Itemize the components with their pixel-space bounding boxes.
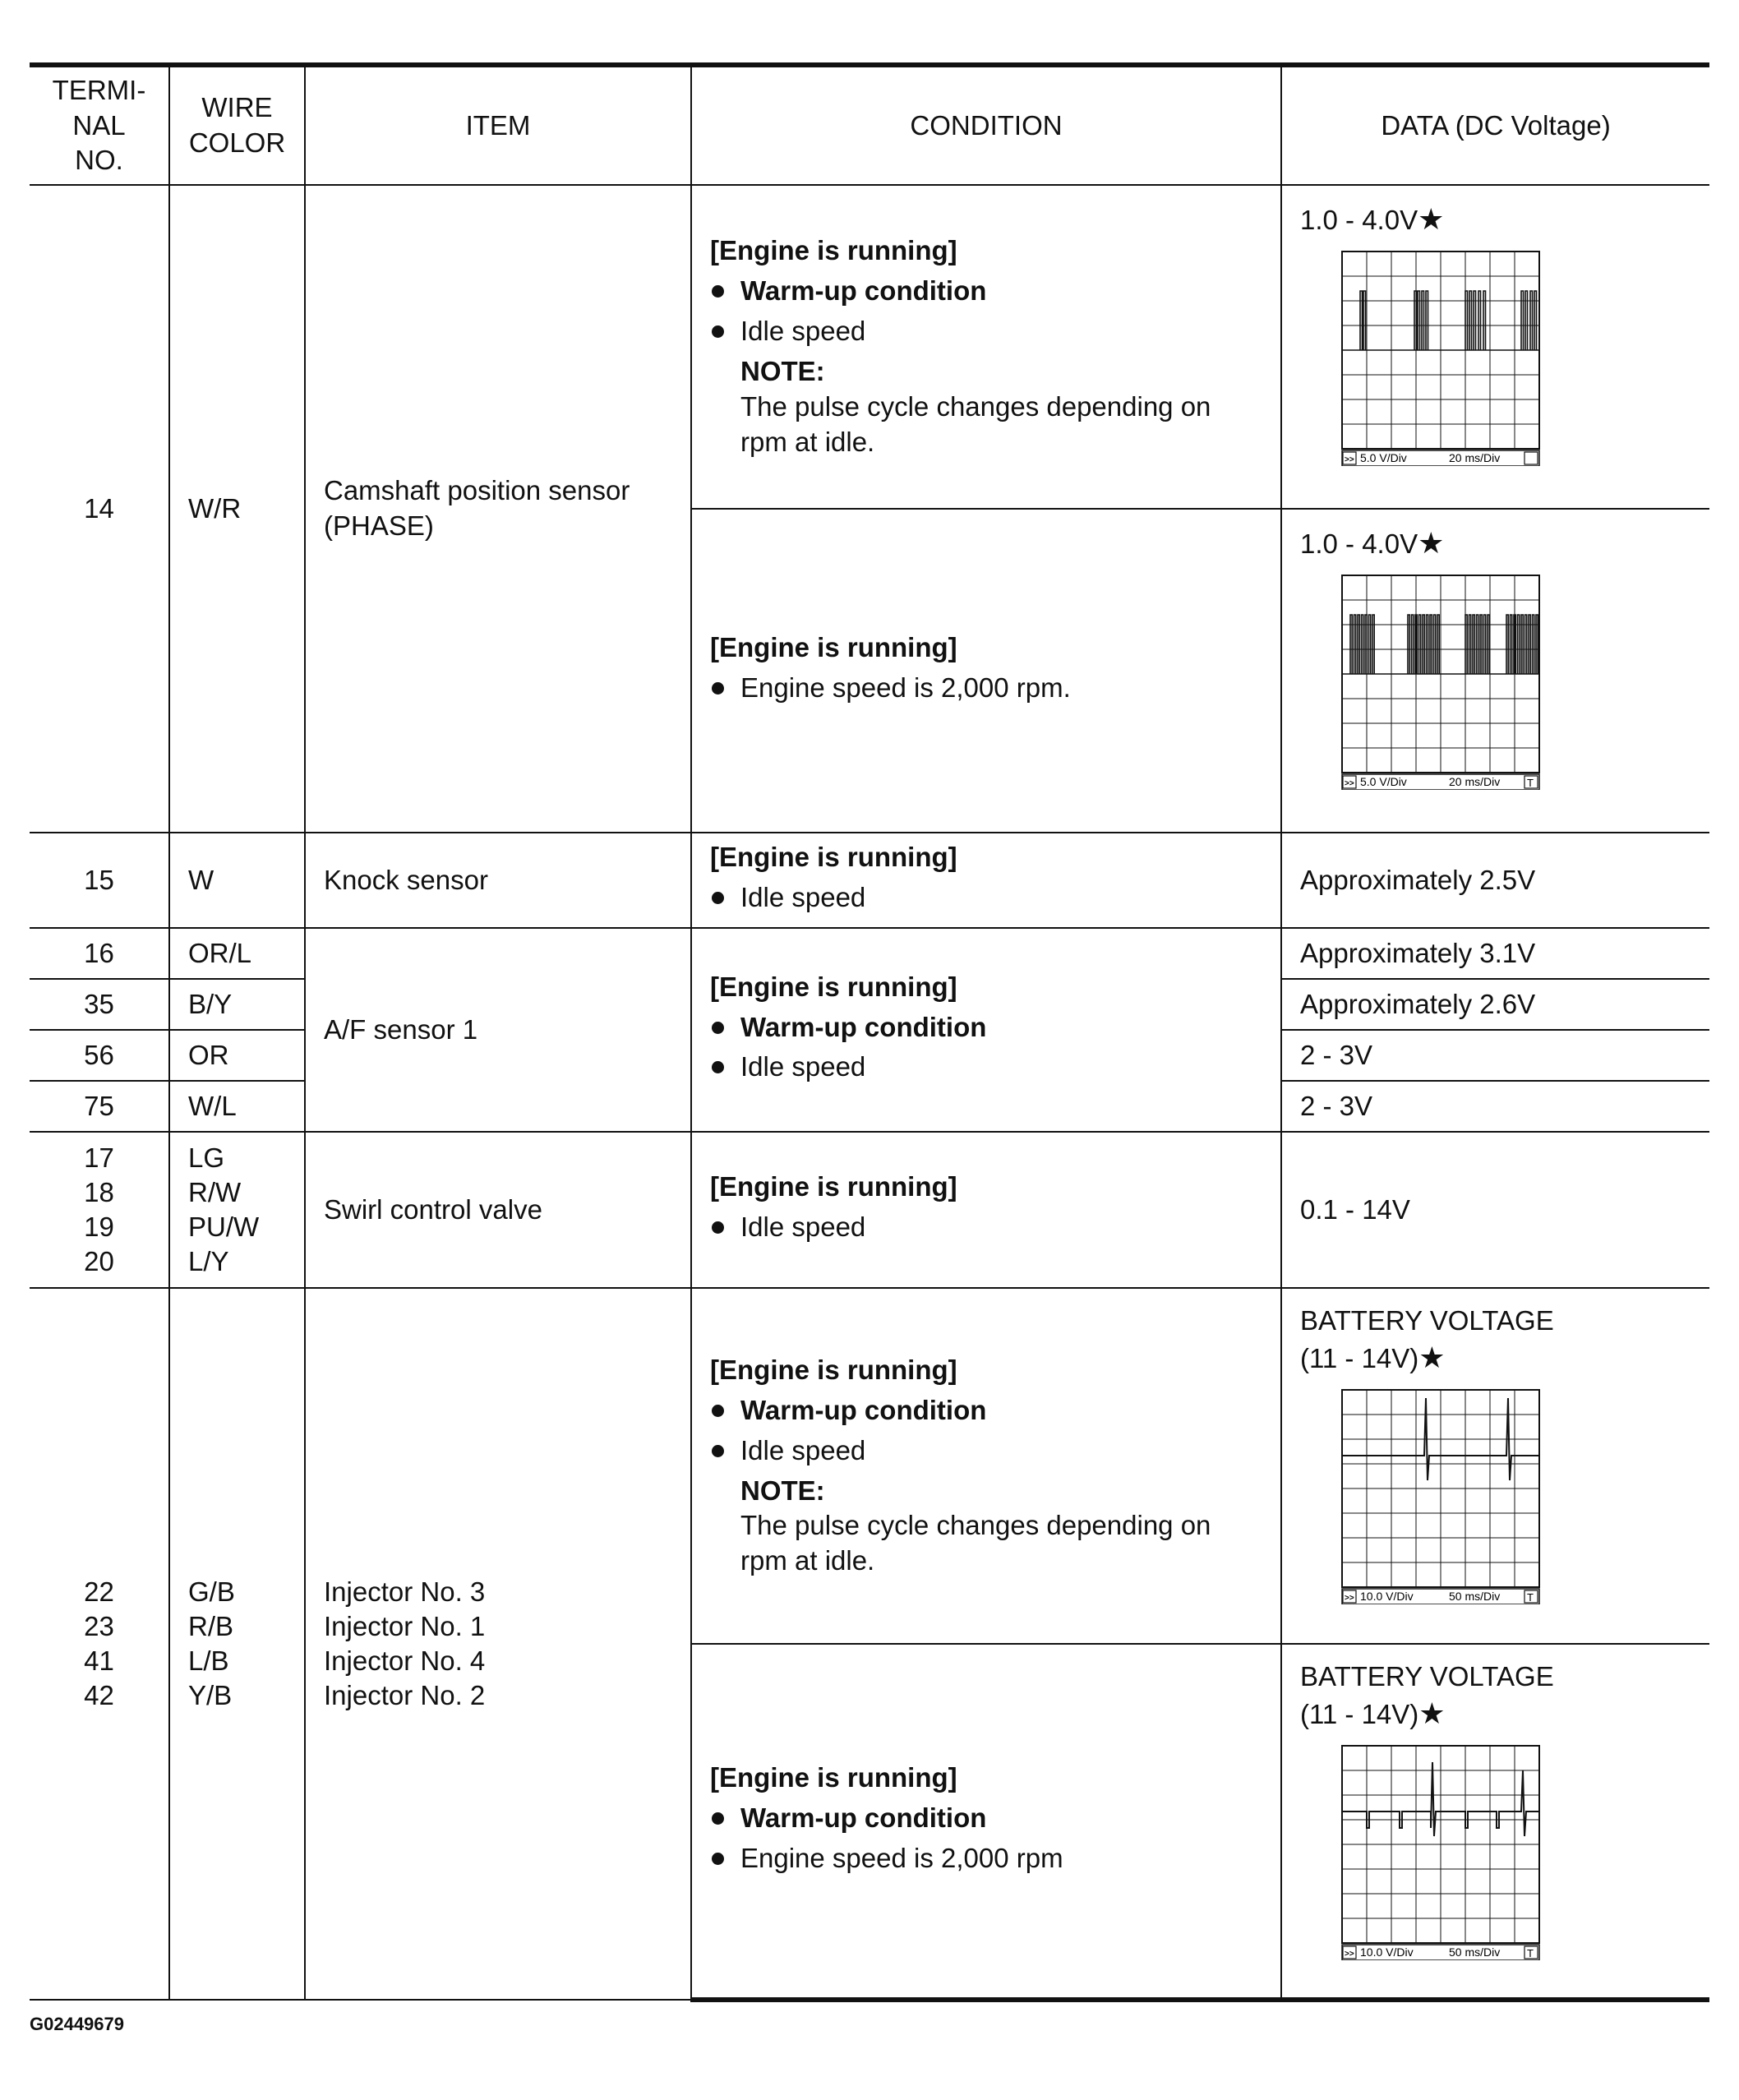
- table-row: [30, 1132, 1709, 1288]
- condition-heading: [Engine is running]: [710, 632, 957, 663]
- scope-mode-glyph: >>: [1345, 1593, 1354, 1603]
- terminal-cell: 75: [30, 1081, 169, 1132]
- terminal-cell: 15: [30, 833, 169, 928]
- scope-time-div: 20 ms/Div: [1449, 450, 1501, 464]
- bullet-icon: [712, 1853, 724, 1865]
- note-text: The pulse cycle changes depending on rpm at idle.: [740, 390, 1211, 457]
- scope-volt-div: 10.0 V/Div: [1360, 1945, 1414, 1959]
- data-value: BATTERY VOLTAGE: [1300, 1661, 1554, 1692]
- item-cell: A/F sensor 1: [305, 928, 691, 1132]
- wire-cell: OR/L: [169, 928, 305, 979]
- condition-heading: [Engine is running]: [710, 235, 957, 266]
- table-row: [30, 833, 1709, 928]
- item-cell: Knock sensor: [305, 833, 691, 928]
- oscilloscope-waveform: [1341, 1745, 1691, 1960]
- oscilloscope-waveform: [1341, 1389, 1691, 1604]
- condition-bullet: Idle speed: [740, 1434, 866, 1465]
- wire-cell: OR: [169, 1030, 305, 1081]
- star-icon: ★: [1418, 526, 1445, 560]
- bullet-icon: [712, 1061, 724, 1073]
- condition-bullet: Warm-up condition: [740, 275, 987, 307]
- data-value: 1.0 - 4.0V: [1300, 205, 1418, 235]
- scope-time-div: 20 ms/Div: [1449, 774, 1501, 788]
- condition-bullet: Warm-up condition: [740, 1802, 987, 1834]
- data-cell: [1281, 1288, 1709, 1644]
- bullet-icon: [712, 1445, 724, 1457]
- wire-cell: B/Y: [169, 979, 305, 1030]
- scope-volt-div: 10.0 V/Div: [1360, 1589, 1414, 1603]
- terminal-data-table: [30, 62, 1709, 2002]
- data-cell: [1281, 1644, 1709, 2000]
- bullet-icon: [712, 682, 724, 695]
- condition-cell: [691, 1288, 1281, 1644]
- condition-bullet: Idle speed: [740, 1051, 866, 1082]
- condition-heading: [Engine is running]: [710, 1171, 957, 1202]
- header-condition: CONDITION: [691, 65, 1281, 185]
- scope-mode-glyph: >>: [1345, 778, 1354, 788]
- wire-cell: G/B R/B L/B Y/B: [169, 1288, 305, 2000]
- data-value: (11 - 14V): [1300, 1342, 1419, 1373]
- star-icon: ★: [1418, 1696, 1446, 1730]
- item-cell: Camshaft position sensor (PHASE): [305, 185, 691, 833]
- header-row: [30, 65, 1709, 185]
- header-wire-color: WIRE COLOR: [169, 65, 305, 185]
- bullet-icon: [712, 892, 724, 904]
- condition-bullet: Idle speed: [740, 882, 866, 912]
- star-icon: ★: [1418, 202, 1445, 236]
- terminal-cell: 17 18 19 20: [30, 1132, 169, 1288]
- wire-cell: W/L: [169, 1081, 305, 1132]
- wire-cell: W: [169, 833, 305, 928]
- bullet-icon: [712, 1221, 724, 1234]
- scope-trigger-mark: T: [1527, 1590, 1534, 1604]
- table-row: [30, 928, 1709, 979]
- oscilloscope-waveform: [1341, 251, 1691, 466]
- wire-cell: LG R/W PU/W L/Y: [169, 1132, 305, 1288]
- data-cell: [1281, 185, 1709, 509]
- condition-heading: [Engine is running]: [710, 842, 957, 873]
- condition-bullet: Idle speed: [740, 316, 866, 347]
- bullet-icon: [712, 1812, 724, 1825]
- header-item: ITEM: [305, 65, 691, 185]
- data-value: BATTERY VOLTAGE: [1300, 1305, 1554, 1336]
- bullet-icon: [712, 1022, 724, 1034]
- terminal-cell: 14: [30, 185, 169, 833]
- condition-heading: [Engine is running]: [710, 971, 957, 1002]
- scope-trigger-mark: T: [1527, 776, 1534, 789]
- data-cell: 2 - 3V: [1281, 1030, 1709, 1081]
- table-row: [30, 185, 1709, 509]
- document: [30, 0, 1709, 2100]
- condition-cell: [691, 509, 1281, 833]
- item-cell: Swirl control valve: [305, 1132, 691, 1288]
- terminal-cell: 22 23 41 42: [30, 1288, 169, 2000]
- data-cell: Approximately 3.1V: [1281, 928, 1709, 979]
- condition-bullet: Engine speed is 2,000 rpm: [740, 1842, 1063, 1873]
- condition-heading: [Engine is running]: [710, 1762, 957, 1793]
- condition-cell: [691, 1644, 1281, 2000]
- condition-cell: [691, 928, 1281, 1132]
- figure-id: G02449679: [30, 2014, 124, 2034]
- note-heading: NOTE:: [740, 1475, 825, 1506]
- note-heading: NOTE:: [740, 356, 825, 386]
- scope-time-div: 50 ms/Div: [1449, 1945, 1501, 1959]
- header-data: DATA (DC Voltage): [1281, 65, 1709, 185]
- condition-bullet: Idle speed: [740, 1212, 866, 1242]
- scope-trigger-mark: T: [1527, 1946, 1534, 1959]
- condition-bullet: Engine speed is 2,000 rpm.: [740, 672, 1071, 703]
- condition-cell: [691, 1132, 1281, 1288]
- header-terminal: TERMI- NAL NO.: [30, 65, 169, 185]
- condition-bullet: Warm-up condition: [740, 1011, 987, 1042]
- note-text: The pulse cycle changes depending on rpm at idle.: [740, 1510, 1211, 1576]
- scope-time-div: 50 ms/Div: [1449, 1589, 1501, 1603]
- scope-mode-glyph: >>: [1345, 1949, 1354, 1959]
- data-value: 1.0 - 4.0V: [1300, 528, 1418, 559]
- condition-heading: [Engine is running]: [710, 1354, 957, 1385]
- bullet-icon: [712, 285, 724, 298]
- terminal-cell: 16: [30, 928, 169, 979]
- condition-bullet: Warm-up condition: [740, 1394, 987, 1425]
- star-icon: ★: [1418, 1340, 1446, 1374]
- scope-volt-div: 5.0 V/Div: [1360, 774, 1407, 788]
- bullet-icon: [712, 1405, 724, 1417]
- scope-mode-glyph: >>: [1345, 455, 1354, 464]
- data-cell: Approximately 2.6V: [1281, 979, 1709, 1030]
- wire-cell: W/R: [169, 185, 305, 833]
- condition-cell: [691, 185, 1281, 509]
- terminal-cell: 56: [30, 1030, 169, 1081]
- condition-cell: [691, 833, 1281, 928]
- bullet-icon: [712, 325, 724, 338]
- data-value: (11 - 14V): [1300, 1698, 1419, 1729]
- data-cell: 2 - 3V: [1281, 1081, 1709, 1132]
- scope-volt-div: 5.0 V/Div: [1360, 450, 1407, 464]
- terminal-cell: 35: [30, 979, 169, 1030]
- data-cell: [1281, 509, 1709, 833]
- data-cell: Approximately 2.5V: [1281, 833, 1709, 928]
- table-row: [30, 1288, 1709, 1644]
- oscilloscope-waveform: [1341, 575, 1691, 790]
- data-cell: 0.1 - 14V: [1281, 1132, 1709, 1288]
- item-cell: Injector No. 3 Injector No. 1 Injector No. 4 Injector No. 2: [305, 1288, 691, 2000]
